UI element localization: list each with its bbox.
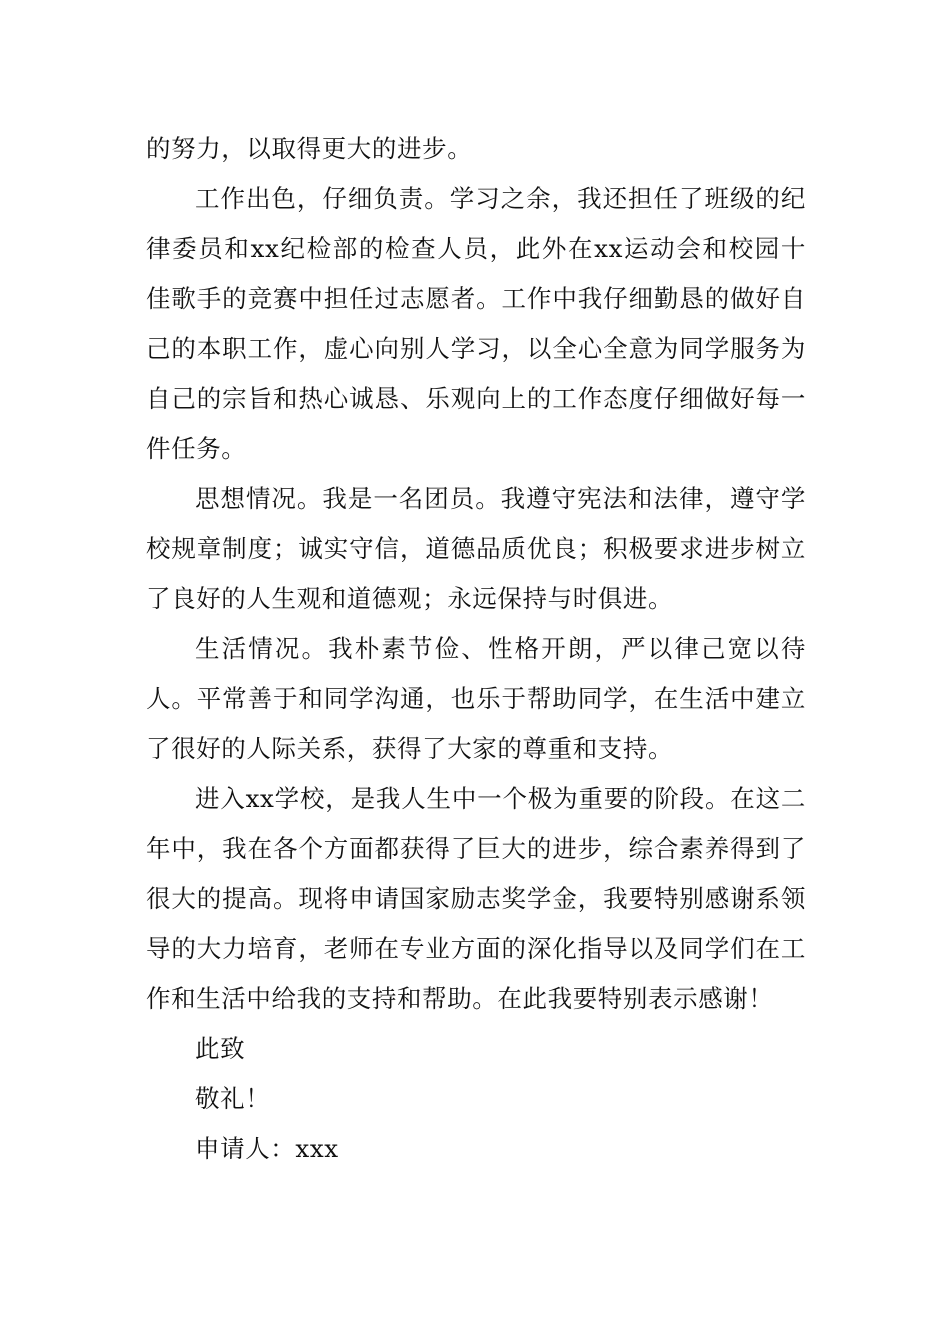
paragraph-conclusion: 进入xx学校，是我人生中一个极为重要的阶段。在这二年中，我在各个方面都获得了巨大的进步，综合素养得到了很大的提高。现将申请国家励志奖学金，我要特别感谢系领导的大力培育，老师在专业方面的深化指导以及同学们在工作和生活中给我的支持和帮助。在此我要特别表示感谢！ (146, 784, 806, 1013)
document-body (146, 124, 806, 1174)
paragraph-continuation: 的努力，以取得更大的进步。 (146, 134, 473, 163)
paragraph-thought: 思想情况。我是一名团员。我遵守宪法和法律，遵守学校规章制度；诚实守信，道德品质优良；积极要求进步树立了良好的人生观和道德观；永远保持与时俱进。 (146, 484, 806, 613)
paragraph-work: 工作出色，仔细负责。学习之余，我还担任了班级的纪律委员和xx纪检部的检查人员，此外在xx运动会和校园十佳歌手的竞赛中担任过志愿者。工作中我仔细勤恳的做好自己的本职工作，虚心向别人学习，以全心全意为同学服务为自己的宗旨和热心诚恳、乐观向上的工作态度仔细做好每一件任务。 (146, 184, 806, 463)
paragraph-life: 生活情况。我朴素节俭、性格开朗，严以律己宽以待人。平常善于和同学沟通，也乐于帮助同学，在生活中建立了很好的人际关系，获得了大家的尊重和支持。 (146, 634, 806, 763)
closing-salutation: 此致 (195, 1034, 246, 1063)
closing-regards: 敬礼！ (195, 1084, 271, 1113)
signature: 申请人：xxx (195, 1134, 339, 1163)
